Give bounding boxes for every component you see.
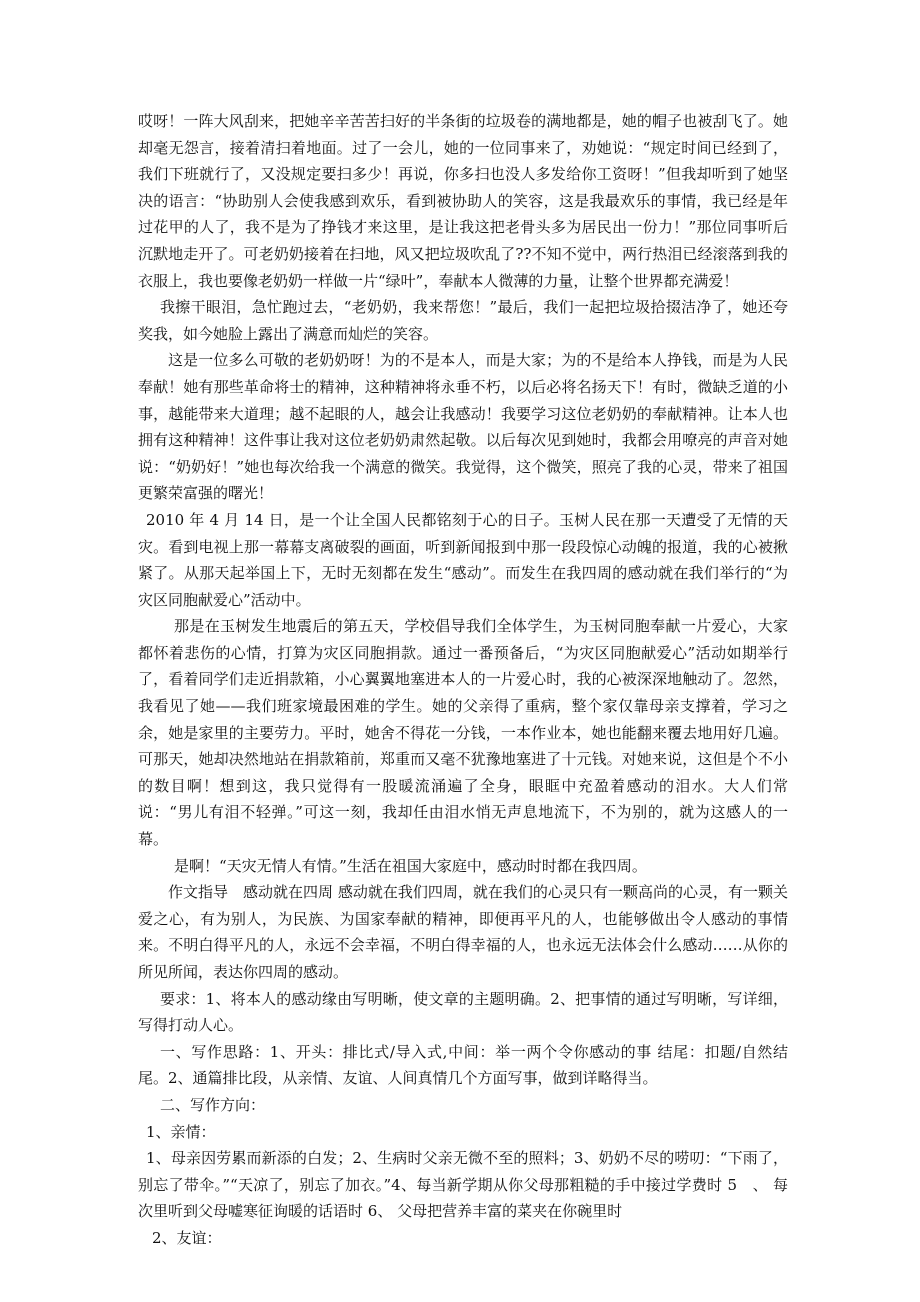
paragraph-helping-grandma: 我擦干眼泪，急忙跑过去，“老奶奶，我来帮您！”最后，我们一起把垃圾拾掇洁净了，她还夸奖我，如今她脸上露出了满意而灿烂的笑容。 [138, 298, 788, 343]
paragraph-requirements: 要求：1、将本人的感动缘由写明晰，使文章的主题明确。2、把事情的通过写明晰，写详细，写得打动人心。 [138, 989, 788, 1035]
paragraph-writing-approach: 一、写作思路：1、开头：排比式/导入式,中间：举一两个令你感动的事 结尾：扣题/自然结尾。2、通篇排比段，从亲情、友谊、人间真情几个方面写事，做到详略得当。 [138, 1042, 788, 1088]
paragraph-sweeping-grandma: 哎呀！一阵大风刮来，把她辛辛苦苦扫好的半条街的垃圾卷的满地都是，她的帽子也被刮飞了。她却毫无怨言，接着清扫着地面。过了一会儿，她的一位同事来了，劝她说：“规定时间已经到了，我们下班就行了，又没规定要扫多少！再说，你多扫也没人多发给你工资呀！”但我却听到了她坚决的语言：“协助别人会使我感到欢乐，看到被协助人的笑容，这是我最欢乐的事情，我已经是年过花甲的人了，我不是为了挣钱才来这里，是让我这把老骨头多为居民出一份力！”那位同事听后沉默地走开了。可老奶奶接着在扫地，风又把垃圾吹乱了??不知不觉中，两行热泪已经滚落到我的衣服上，我也要像老奶奶一样做一片“绿叶”，奉献本人微薄的力量，让整个世界都充满爱！ [138, 112, 788, 290]
paragraph-respectable-grandma: 这是一位多么可敬的老奶奶呀！为的不是本人，而是大家；为的不是给本人挣钱，而是为人民奉献！她有那些革命将士的精神，这种精神将永垂不朽，以后必将名扬天下！有时，微缺乏道的小事，越能带来大道理；越不起眼的人，越会让我感动！我要学习这位老奶奶的奉献精神。让本人也拥有这种精神！这件事让我对这位老奶奶肃然起敬。以后每次见到她时，我都会用嘹亮的声音对她说：“奶奶好！”她也每次给我一个满意的微笑。我觉得，这个微笑，照亮了我的心灵，带来了祖国更繁荣富强的曙光！ [138, 351, 788, 503]
paragraph-conclusion: 是啊！“天灾无情人有情。”生活在祖国大家庭中，感动时时都在我四周。 [174, 856, 647, 875]
heading-friendship: 2、友谊： [152, 1228, 222, 1247]
paragraph-donation-event: 那是在玉树发生地震后的第五天，学校倡导我们全体学生，为玉树同胞奉献一片爱心，大家都怀着悲伤的心情，打算为灾区同胞捐款。通过一番预备后，“为灾区同胞献爱心”活动如期举行了，看着同学们走近捐款箱，小心翼翼地塞进本人的一片爱心时，我的心被深深地触动了。忽然，我看见了她——我们班家境最困难的学生。她的父亲得了重病，整个家仅靠母亲支撑着，学习之余，她是家里的主要劳力。平时，她舍不得花一分钱，一本作业本，她也能翻来覆去地用好几遍。可那天，她却决然地站在捐款箱前，郑重而又毫不犹豫地塞进了十元钱。对她来说，这但是个不小的数目啊！想到这，我只觉得有一股暖流涌遍了全身，眼眶中充盈着感动的泪水。大人们常说：“男儿有泪不轻弹。”可这一刻，我却任由泪水悄无声息地流下，不为别的，就为这感人的一幕。 [138, 617, 788, 849]
heading-family-love: 1、亲情： [146, 1122, 216, 1141]
paragraph-yushu-earthquake: 2010 年 4 月 14 日，是一个让全国人民都铭刻于心的日子。玉树人民在那一天遭受了无情的天灾。看到电视上那一幕幕支离破裂的画面，听到新闻报到中那一段段惊心动魄的报道，我的心被揪紧了。从那天起举国上下，无时无刻都在发生“感动”。而发生在我四周的感动就在我们举行的“为灾区同胞献爱心”活动中。 [138, 510, 788, 609]
document-body [138, 108, 788, 1252]
heading-writing-direction: 二、写作方向： [160, 1095, 266, 1114]
paragraph-writing-guidance: 作文指导 感动就在四周 感动就在我们四周，就在我们的心灵只有一颗高尚的心灵，有一颗关爱之心，有为别人，为民族、为国家奉献的精神，即便再平凡的人，也能够做出令人感动的事情来。不明白得平凡的人，永远不会幸福，不明白得幸福的人，也永远无法体会什么感动……从你的所见所闻，表达你四周的感动。 [138, 883, 788, 981]
paragraph-family-love-examples: 1、母亲因劳累而新添的白发；2、生病时父亲无微不至的照料；3、奶奶不尽的唠叨：“下雨了，别忘了带伞。”“天凉了，别忘了加衣。”4、每当新学期从你父母那粗糙的手中接过学费时 5 、 每次里听到父母嘘寒征询暖的话语时 6、 父母把营养丰富的菜夹在你碗里时 [138, 1149, 788, 1221]
